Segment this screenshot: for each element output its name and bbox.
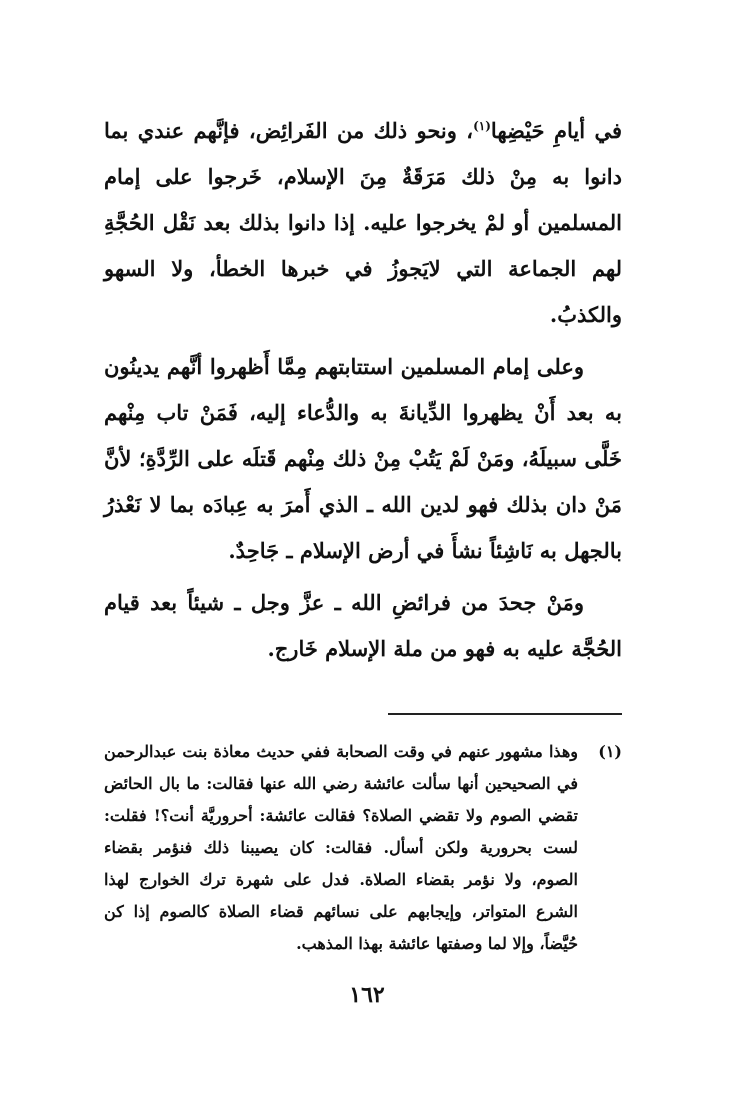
paragraph-3: ومَنْ جحدَ من فرائضِ الله ـ عزَّ وجل ـ شيئاً بعد قيام الحُجَّة عليه به فهو من ملة الإسلام خَارج. xyxy=(104,590,622,661)
footnote-divider xyxy=(388,713,622,715)
main-text-body xyxy=(104,108,622,672)
paragraph-1-start: في أيامِ حَيْضِها xyxy=(490,118,622,143)
paragraph-1-rest: ، ونحو ذلك من الفَرائِض، فإنَّهم عندي بما دانوا به مِنْ ذلك مَرَقَةٌ مِنَ الإسلام، خَرجوا على إمام المسلمين أو لمْ يخرجوا عليه. إذا دانوا بذلك بعد نَقْل الحُجَّةِ لهم الجماعة التي لايَجوزُ في خبرها الخطأ، ولا السهو والكذبُ. xyxy=(104,118,622,327)
footnote xyxy=(104,736,622,960)
paragraph-1 xyxy=(104,108,622,338)
footnote-text: وهذا مشهور عنهم في وقت الصحابة ففي حديث معاذة بنت عبدالرحمن في الصحيحين أنها سألت عائشة رضي الله عنها فقالت: ما بال الحائض تقضي الصوم ولا تقضي الصلاة؟ فقالت عائشة: أحروريَّة أنت؟! فقلت: لست بحرورية ولكن أسأل. فقالت: كان يصيبنا ذلك فنؤمر بقضاء الصوم، ولا نؤمر بقضاء الصلاة. فدل على شهرة ترك الخوارج لهذا الشرع المتواتر، وإيجابهم على نسائهم قضاء الصلاة كالصوم إذا كن حُيَّضاً، وإلا لما وصفتها عائشة بهذا المذهب. xyxy=(104,742,579,953)
paragraph-2: وعلى إمام المسلمين استتابتهم مِمَّا أَظهروا أنَّهم يدينُون به بعد أَنْ يظهروا الدِّيانةَ به والدُّعاء إليه، فَمَنْ تاب مِنْهم خَلَّى سبيلَهُ، ومَنْ لَمْ يَتُبْ مِنْ ذلك مِنْهم قَتلَه على الرِّدَّةِ؛ لأنَّ مَنْ دان بذلك فهو لدين الله ـ الذي أَمرَ به عِبادَه بما لا نَعْذرُ بالجهل به نَاشِئاً نشأَ في أرض الإسلام ـ جَاحِدٌ. xyxy=(104,354,622,563)
footnote-reference: (١) xyxy=(473,119,491,133)
page-number: ١٦٢ xyxy=(349,982,385,1008)
footnote-marker: (١) xyxy=(598,742,622,761)
